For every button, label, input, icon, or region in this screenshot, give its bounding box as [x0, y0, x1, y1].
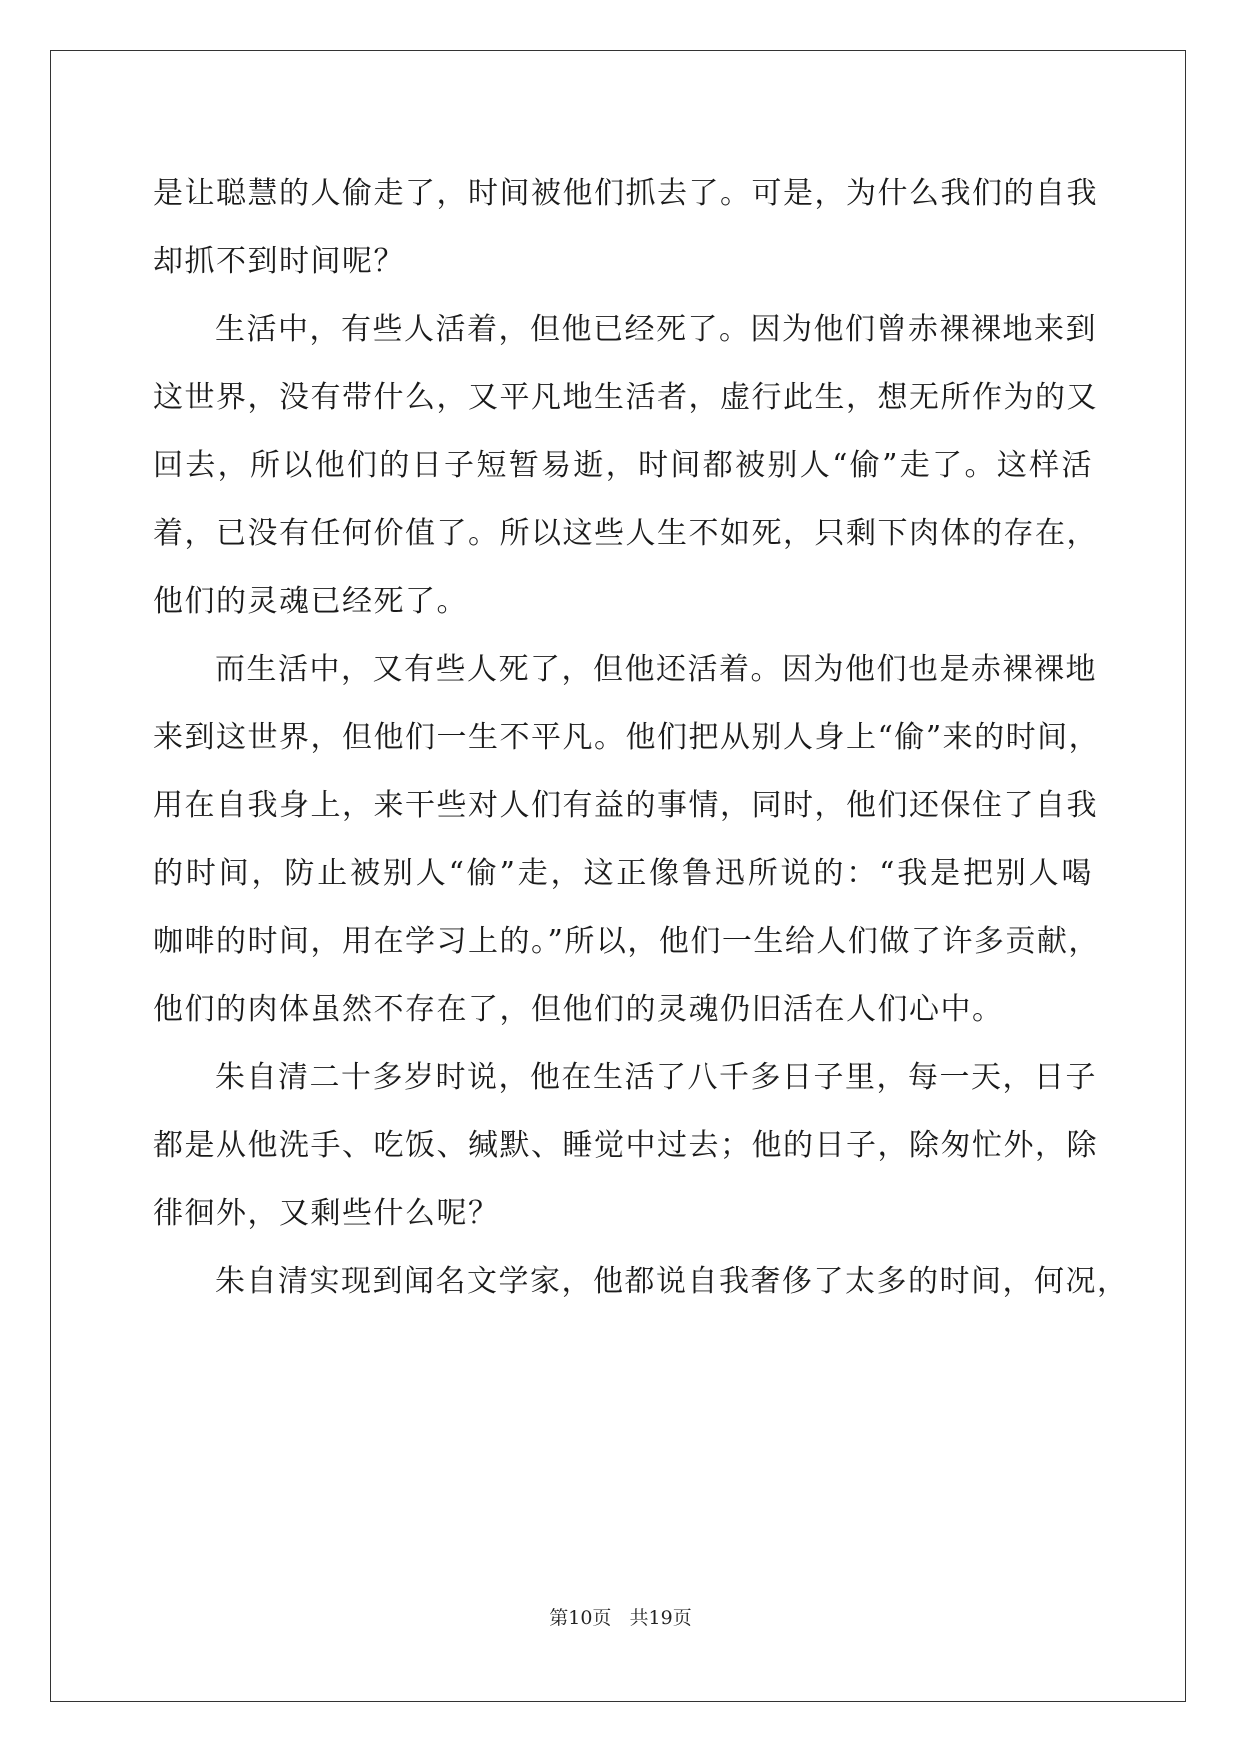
text-line: 朱自清二十多岁时说，他在生活了八千多日子里，每一天，日子 — [215, 1060, 1097, 1095]
text-line: 都是从他洗手、吃饭、缄默、睡觉中过去；他的日子，除匆忙外，除 — [153, 1128, 1098, 1163]
text-line: 着，已没有任何价值了。所以这些人生不如死，只剩下肉体的存在， — [153, 516, 1098, 551]
text-line: 的时间，防止被别人“偷”走，这正像鲁迅所说的：“我是把别人喝 — [153, 856, 1093, 891]
document-body — [153, 160, 1129, 1316]
text-line: 这世界，没有带什么，又平凡地生活者，虚行此生，想无所作为的又 — [153, 380, 1098, 415]
text-line: 朱自清实现到闻名文学家，他都说自我奢侈了太多的时间，何况， — [215, 1264, 1129, 1299]
text-line: 他们的肉体虽然不存在了，但他们的灵魂仍旧活在人们心中。 — [153, 992, 1004, 1027]
text-line: 用在自我身上，来干些对人们有益的事情，同时，他们还保住了自我 — [153, 788, 1098, 823]
text-line: 徘徊外，又剩些什么呢？ — [153, 1196, 500, 1231]
text-line: 来到这世界，但他们一生不平凡。他们把从别人身上“偷”来的时间， — [153, 720, 1101, 755]
text-line: 却抓不到时间呢？ — [153, 244, 405, 279]
text-line: 而生活中，又有些人死了，但他还活着。因为他们也是赤裸裸地 — [215, 652, 1097, 687]
text-line: 是让聪慧的人偷走了，时间被他们抓去了。可是，为什么我们的自我 — [153, 176, 1098, 211]
text-line: 咖啡的时间，用在学习上的。”所以，他们一生给人们做了许多贡献， — [153, 924, 1100, 959]
page-number-footer: 第10页 共19页 — [549, 1607, 692, 1629]
text-line: 回去，所以他们的日子短暂易逝，时间都被别人“偷”走了。这样活 — [153, 448, 1093, 483]
text-line: 他们的灵魂已经死了。 — [153, 584, 468, 619]
text-line: 生活中，有些人活着，但他已经死了。因为他们曾赤裸裸地来到 — [215, 312, 1097, 347]
